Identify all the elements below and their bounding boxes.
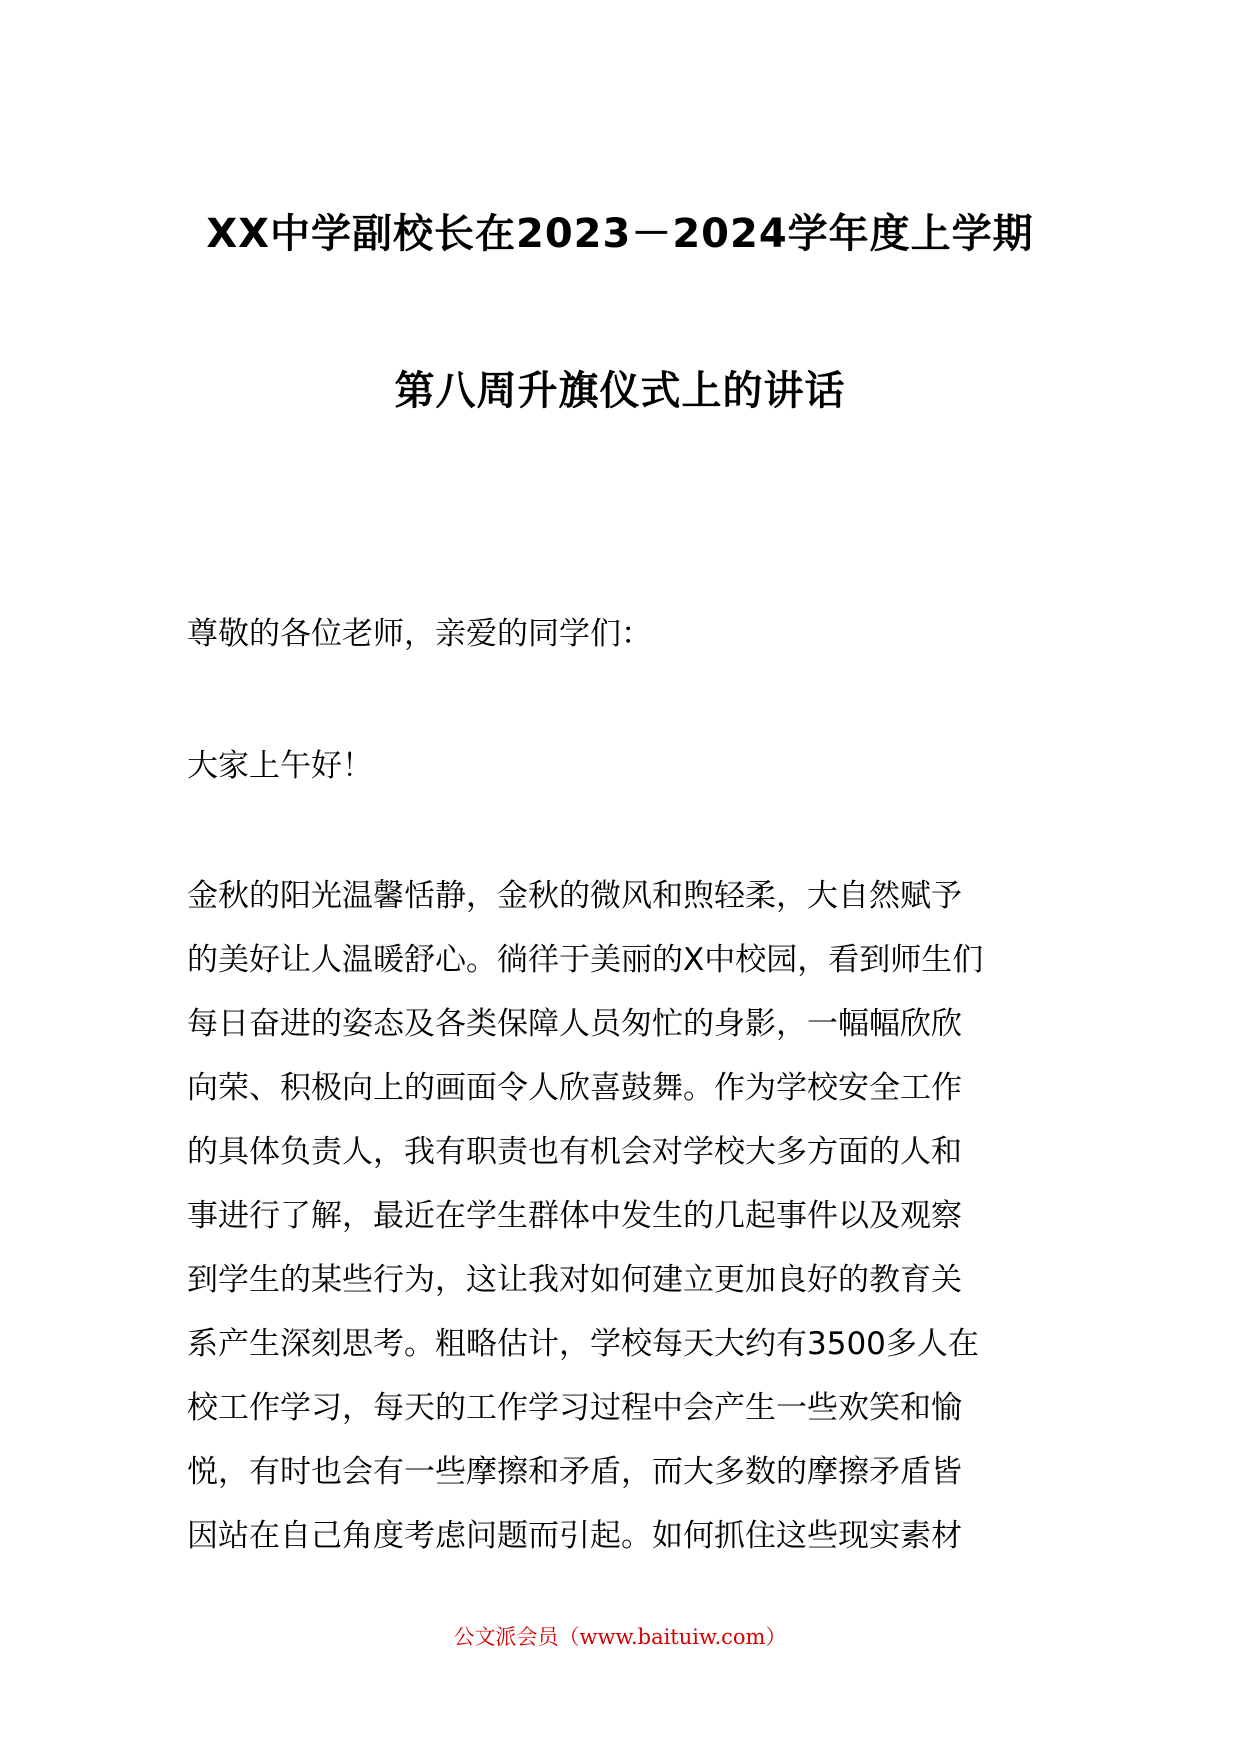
paragraph-line: 系产生深刻思考。粗略估计，学校每天大约有3500多人在: [187, 1326, 979, 1362]
greeting: 大家上午好！: [187, 748, 373, 784]
paragraph-line: 到学生的某些行为，这让我对如何建立更加良好的教育关: [187, 1262, 962, 1298]
body-paragraph: [187, 864, 1057, 1568]
paragraph-line: 事进行了解，最近在学生群体中发生的几起事件以及观察: [187, 1198, 962, 1234]
footer-watermark: 公文派会员（www.baituiw.com）: [453, 1625, 787, 1649]
paragraph-line: 校工作学习，每天的工作学习过程中会产生一些欢笑和愉: [187, 1390, 962, 1426]
paragraph-line: 的具体负责人，我有职责也有机会对学校大多方面的人和: [187, 1134, 962, 1170]
salutation: 尊敬的各位老师，亲爱的同学们：: [187, 616, 652, 652]
paragraph-line: 悦，有时也会有一些摩擦和矛盾，而大多数的摩擦矛盾皆: [187, 1454, 962, 1490]
paragraph-line: 向荣、积极向上的画面令人欣喜鼓舞。作为学校安全工作: [187, 1070, 962, 1106]
paragraph-line: 金秋的阳光温馨恬静，金秋的微风和煦轻柔，大自然赋予: [187, 878, 962, 914]
paragraph-line: 因站在自己角度考虑问题而引起。如何抓住这些现实素材: [187, 1518, 962, 1554]
paragraph-line: 每日奋进的姿态及各类保障人员匆忙的身影，一幅幅欣欣: [187, 1006, 962, 1042]
document-title-line-1: XX中学副校长在2023－2024学年度上学期: [206, 211, 1034, 257]
document-title-line-2: 第八周升旗仪式上的讲话: [394, 368, 846, 414]
paragraph-line: 的美好让人温暖舒心。徜徉于美丽的X中校园，看到师生们: [187, 942, 984, 978]
